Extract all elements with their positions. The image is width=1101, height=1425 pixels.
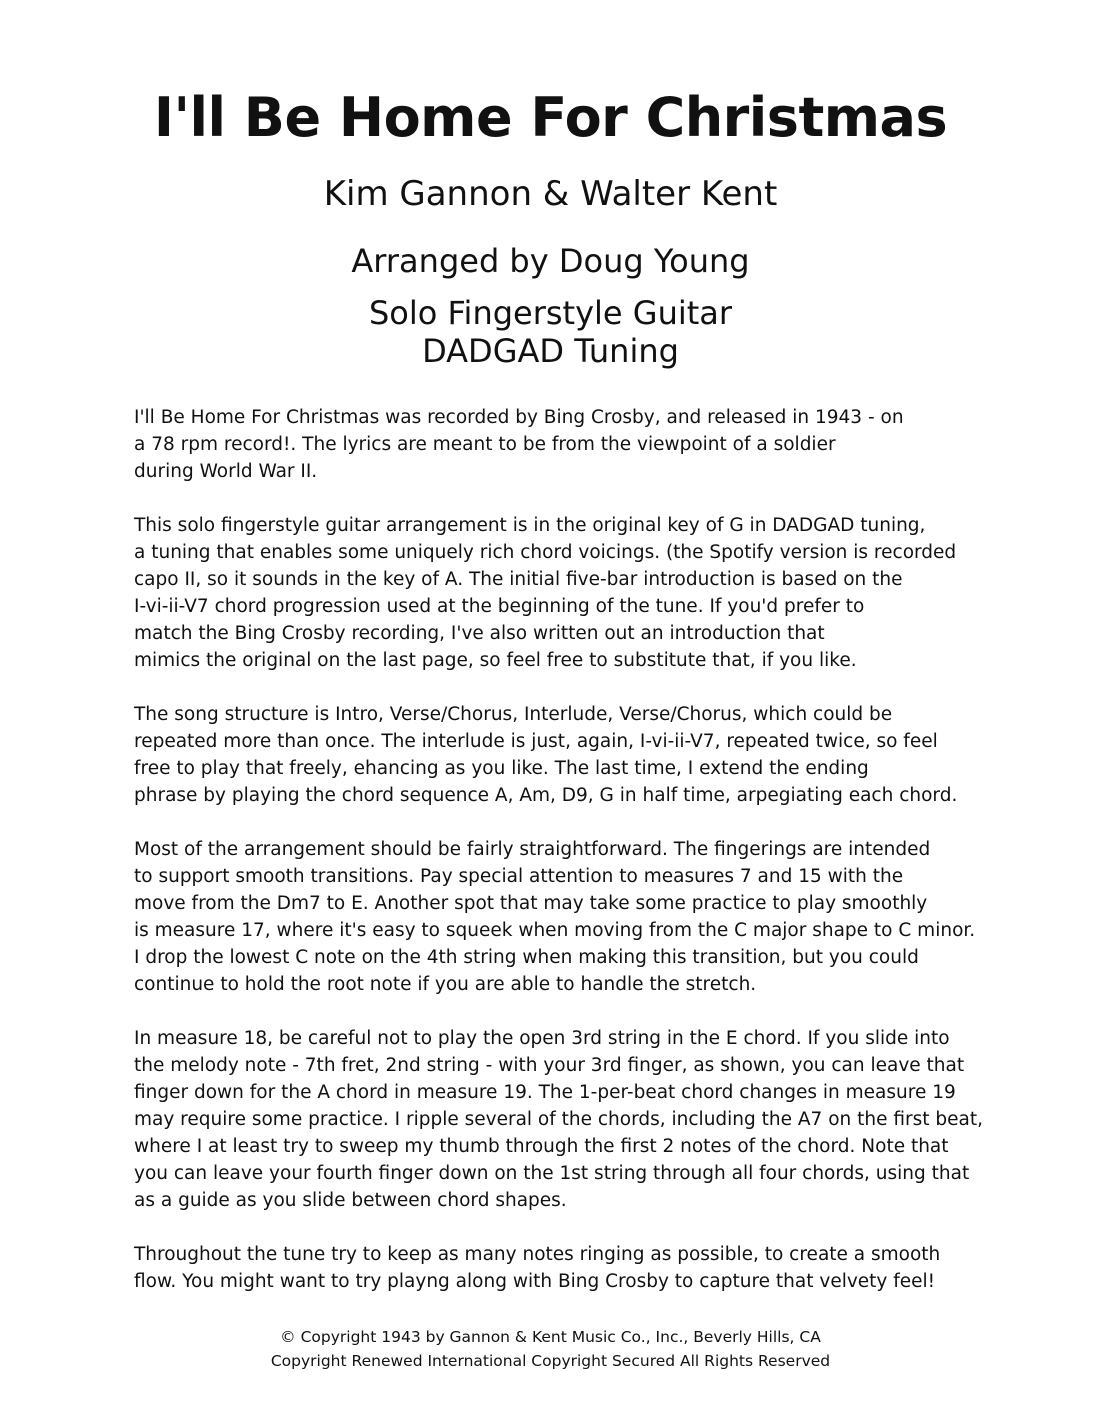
text-line: flow. You might want to try playng along with Bing Crosby to capture that velvety feel! bbox=[134, 1271, 936, 1292]
text-line: Throughout the tune try to keep as many notes ringing as possible, to create a smooth bbox=[134, 1244, 941, 1265]
text-line: a 78 rpm record!. The lyrics are meant to be from the viewpoint of a soldier bbox=[134, 434, 836, 455]
text-line: I-vi-ii-V7 chord progression used at the beginning of the tune. If you'd prefer to bbox=[134, 596, 865, 617]
text-line: This solo fingerstyle guitar arrangement is in the original key of G in DADGAD tuning, bbox=[134, 515, 926, 536]
text-line: Most of the arrangement should be fairly straightforward. The fingerings are intended bbox=[134, 839, 931, 860]
text-line: is measure 17, where it's easy to squeek when moving from the C major shape to C minor. bbox=[134, 920, 976, 941]
text-line: In measure 18, be careful not to play the open 3rd string in the E chord. If you slide into bbox=[134, 1028, 950, 1049]
text-line: match the Bing Crosby recording, I've also written out an introduction that bbox=[134, 623, 825, 644]
tuning: DADGAD Tuning bbox=[422, 332, 679, 370]
instrument-style: Solo Fingerstyle Guitar bbox=[368, 294, 733, 332]
copyright-line: © Copyright 1943 by Gannon & Kent Music Co., Inc., Beverly Hills, CA bbox=[280, 1328, 821, 1346]
paragraph-structure bbox=[134, 701, 1034, 809]
paragraph-history bbox=[134, 404, 1034, 485]
text-line: The song structure is Intro, Verse/Chorus, Interlude, Verse/Chorus, which could be bbox=[134, 704, 893, 725]
performance-notes bbox=[134, 404, 1034, 1322]
text-line: may require some practice. I ripple several of the chords, including the A7 on the first beat, bbox=[134, 1109, 983, 1130]
text-line: the melody note - 7th fret, 2nd string - with your 3rd finger, as shown, you can leave that bbox=[134, 1055, 965, 1076]
text-line: you can leave your fourth finger down on the 1st string through all four chords, using that bbox=[134, 1163, 970, 1184]
text-line: as a guide as you slide between chord shapes. bbox=[134, 1190, 567, 1211]
copyright-line: Copyright Renewed International Copyright Secured All Rights Reserved bbox=[270, 1352, 831, 1370]
text-line: mimics the original on the last page, so feel free to substitute that, if you like. bbox=[134, 650, 857, 671]
text-line: finger down for the A chord in measure 19. The 1-per-beat chord changes in measure 19 bbox=[134, 1082, 956, 1103]
text-line: move from the Dm7 to E. Another spot that may take some practice to play smoothly bbox=[134, 893, 928, 914]
paragraph-fingerings bbox=[134, 836, 1034, 998]
text-line: capo II, so it sounds in the key of A. The initial five-bar introduction is based on the bbox=[134, 569, 903, 590]
composers: Kim Gannon & Walter Kent bbox=[323, 174, 778, 214]
text-line: I'll Be Home For Christmas was recorded by Bing Crosby, and released in 1943 - on bbox=[134, 407, 904, 428]
paragraph-measures bbox=[134, 1025, 1034, 1214]
paragraph-closing bbox=[134, 1241, 1034, 1295]
page-title: I'll Be Home For Christmas bbox=[153, 86, 948, 149]
arranger: Arranged by Doug Young bbox=[351, 242, 750, 280]
text-line: repeated more than once. The interlude is just, again, I-vi-ii-V7, repeated twice, so feel bbox=[134, 731, 938, 752]
text-line: continue to hold the root note if you are able to handle the stretch. bbox=[134, 974, 757, 995]
text-line: phrase by playing the chord sequence A, Am, D9, G in half time, arpegiating each chord. bbox=[134, 785, 958, 806]
paragraph-arrangement bbox=[134, 512, 1034, 674]
text-line: I drop the lowest C note on the 4th string when making this transition, but you could bbox=[134, 947, 919, 968]
text-line: during World War II. bbox=[134, 461, 318, 482]
text-line: to support smooth transitions. Pay special attention to measures 7 and 15 with the bbox=[134, 866, 904, 887]
text-line: where I at least try to sweep my thumb through the first 2 notes of the chord. Note that bbox=[134, 1136, 949, 1157]
text-line: free to play that freely, ehancing as you like. The last time, I extend the ending bbox=[134, 758, 869, 779]
copyright-notice bbox=[0, 1325, 1101, 1373]
text-line: a tuning that enables some uniquely rich chord voicings. (the Spotify version is recorded bbox=[134, 542, 957, 563]
